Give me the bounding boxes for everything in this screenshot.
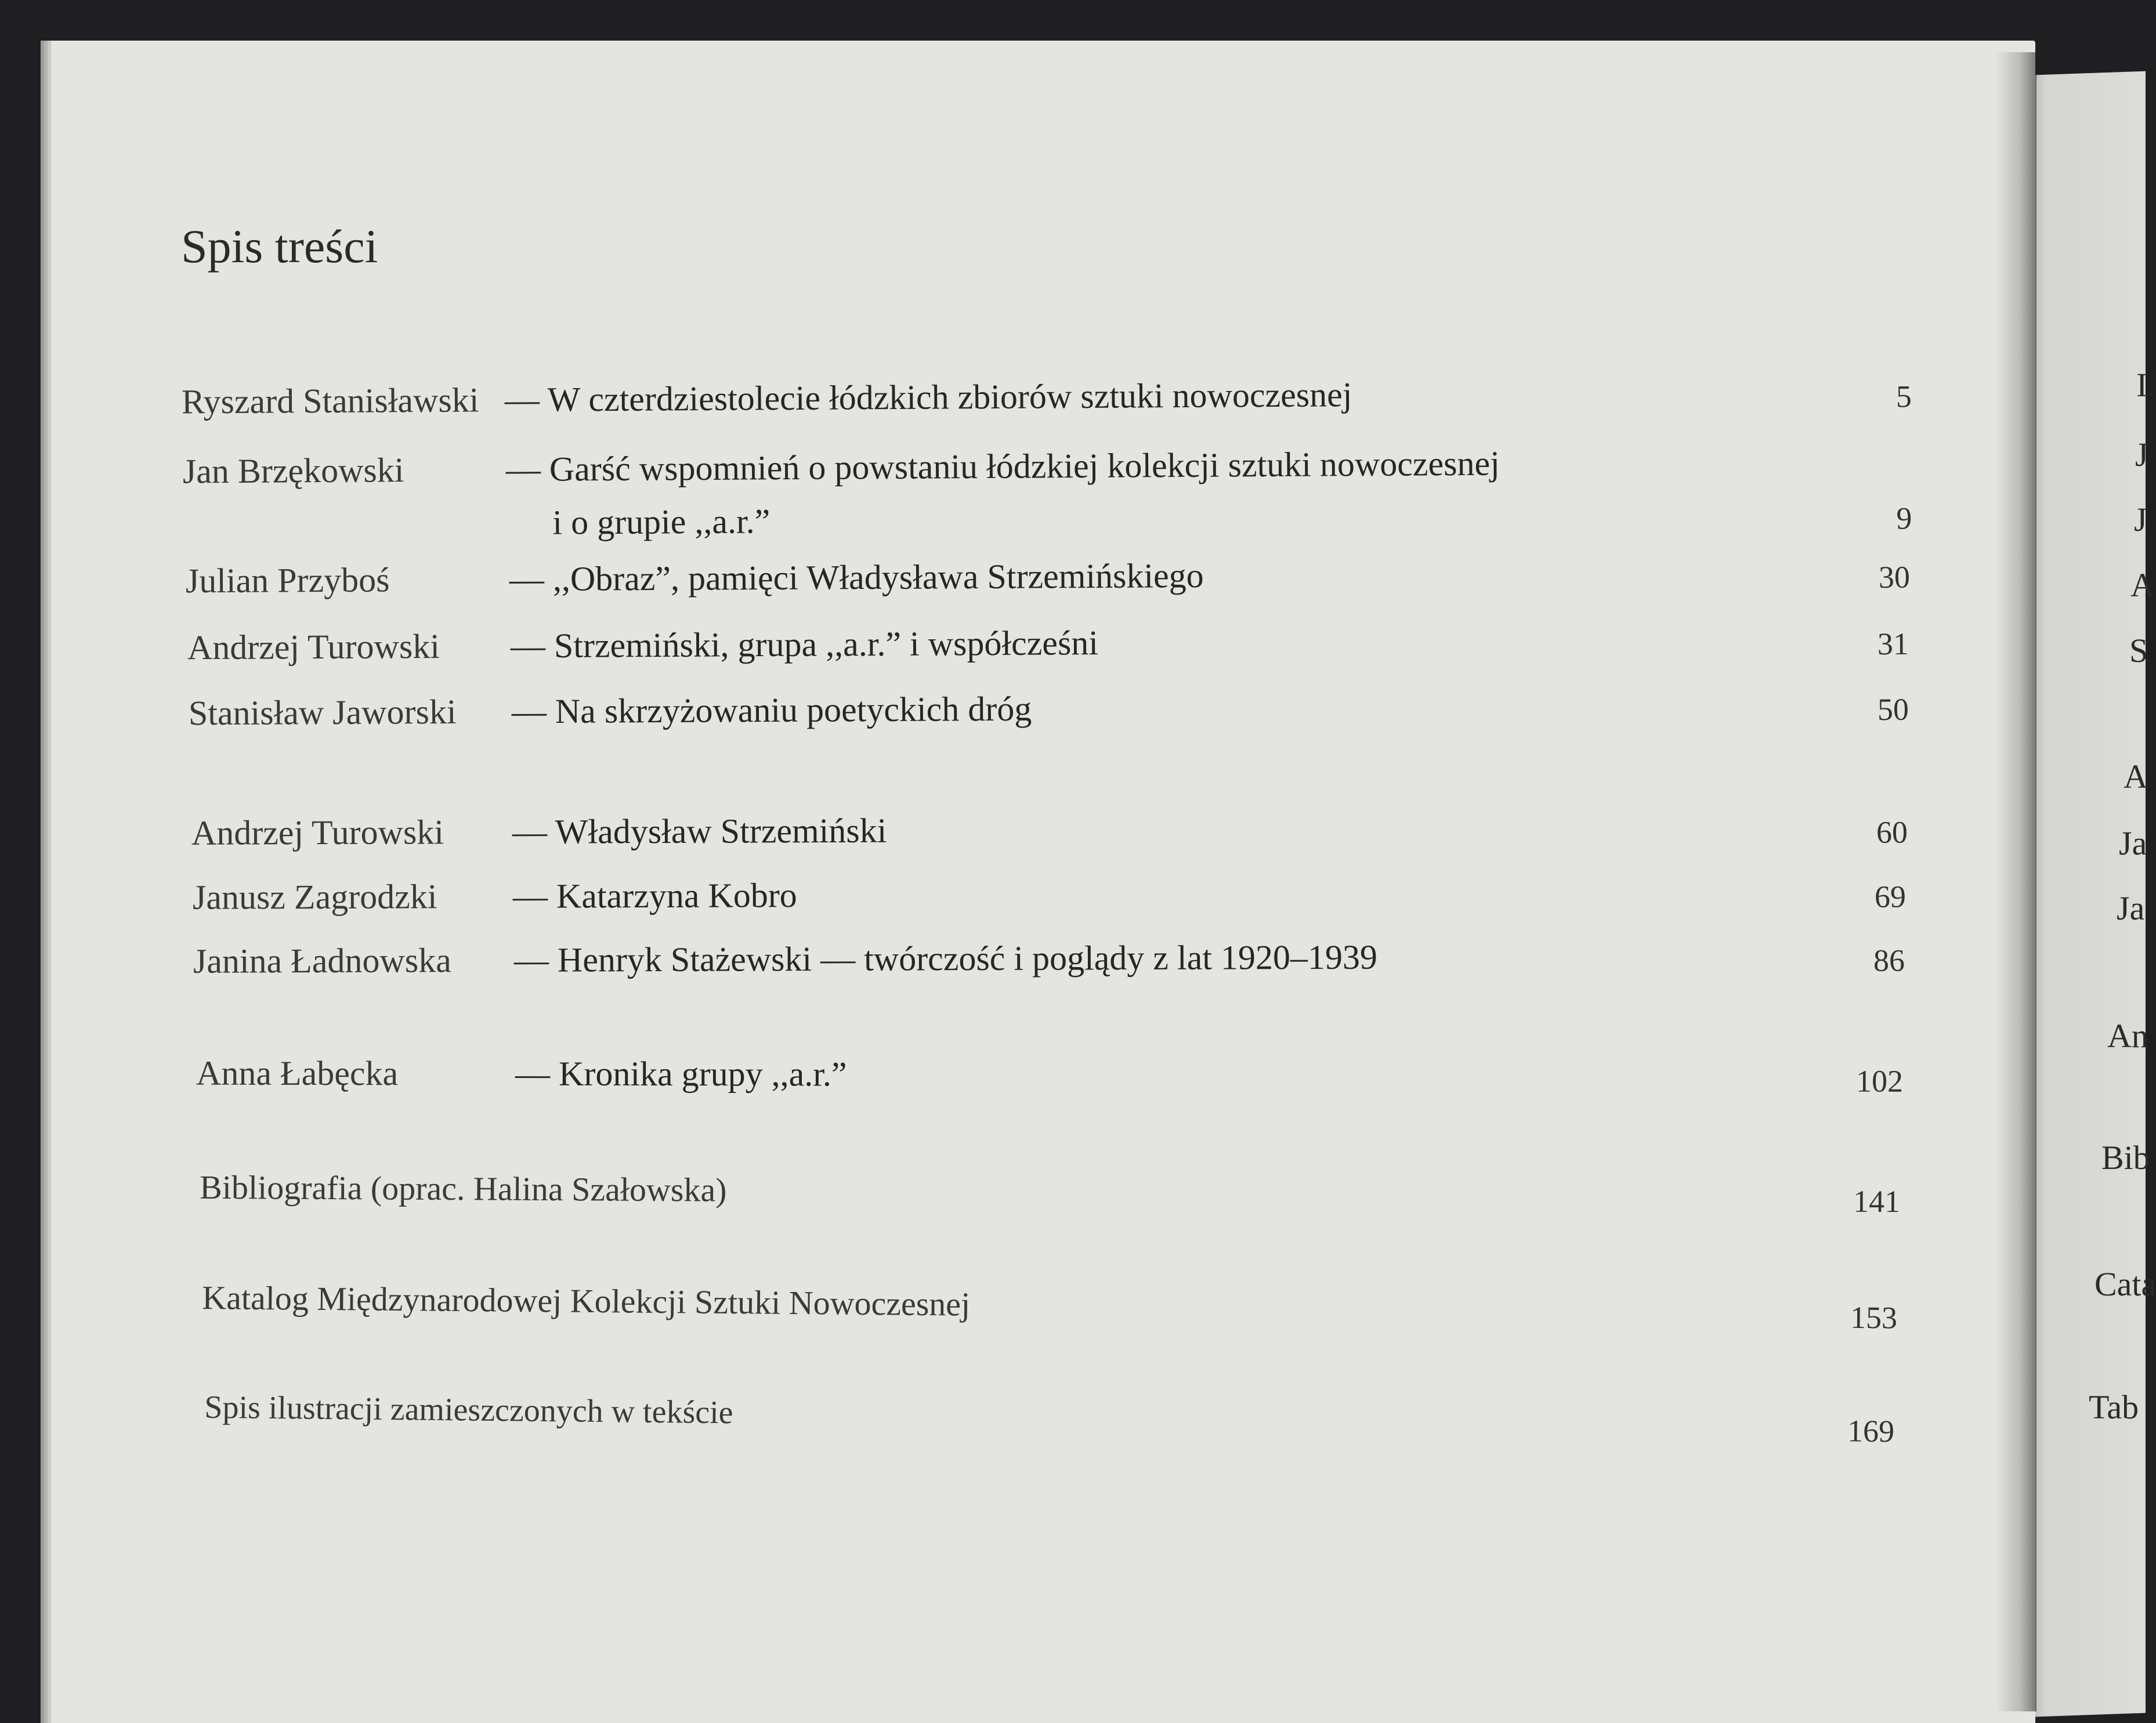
entry-page-number: 50	[1877, 692, 1909, 727]
entry-author: Julian Przyboś	[185, 560, 390, 600]
entry-title: Katalog Międzynarodowej Kolekcji Sztuki Nowoczesnej	[201, 1279, 971, 1323]
adjacent-page-text: J	[2135, 436, 2148, 473]
adjacent-page-text: Ja	[2119, 824, 2147, 862]
entry-title: — Władysław Strzemiński	[512, 811, 887, 851]
adjacent-page-text: J	[2134, 501, 2147, 538]
entry-author: Jan Brzękowski	[182, 451, 404, 491]
adjacent-page-text: I	[2136, 366, 2148, 404]
entry-page-number: 169	[1847, 1413, 1895, 1449]
entry-title: Spis ilustracji zamieszczonych w tekście	[204, 1389, 733, 1431]
entry-author: Stanisław Jaworski	[188, 692, 457, 733]
toc-entry	[0, 935, 1984, 1012]
entry-author: Ryszard Stanisławski	[181, 381, 479, 421]
entry-page-number: 9	[1896, 501, 1912, 536]
entry-title: — Kronika grupy ,,a.r.”	[515, 1054, 847, 1094]
entry-page-number: 60	[1876, 815, 1908, 850]
entry-title: Bibliografia (oprac. Halina Szałowska)	[199, 1168, 727, 1209]
entry-title: — Na skrzyżowaniu poetyckich dróg	[511, 689, 1032, 731]
toc-entry	[0, 441, 1984, 542]
adjacent-page-text: S	[2129, 632, 2148, 669]
entry-page-number: 69	[1874, 879, 1907, 914]
entry-author: Andrzej Turowski	[191, 813, 444, 852]
entry-author: Janusz Zagrodzki	[192, 877, 437, 917]
adjacent-page-text: Tab	[2089, 1388, 2139, 1426]
entry-page-number: 102	[1855, 1063, 1904, 1099]
entry-title-continuation: i o grupie ,,a.r.”	[552, 502, 770, 542]
adjacent-page-text: Ja	[2117, 889, 2145, 927]
entry-title: — W czterdziestolecie łódzkich zbiorów sztuki nowoczesnej	[504, 375, 1352, 419]
toc-entry	[0, 684, 1984, 764]
toc-entry	[0, 1053, 1984, 1126]
entry-author: Andrzej Turowski	[187, 627, 440, 667]
entry-title: — Garść wspomnień o powstaniu łódzkiej kolekcji sztuki nowoczesnej	[505, 444, 1500, 489]
entry-title: — ,,Obraz”, pamięci Władysława Strzemińskiego	[509, 556, 1204, 599]
entry-title: — Strzemiński, grupa ,,a.r.” i współcześni	[510, 624, 1099, 665]
adjacent-page-text: A	[2130, 566, 2155, 604]
entry-page-number: 153	[1850, 1300, 1898, 1335]
entry-title: — Katarzyna Kobro	[512, 876, 797, 915]
toc-heading: Spis treści	[181, 220, 378, 273]
adjacent-page-text: Cata	[2094, 1265, 2156, 1303]
entry-page-number: 31	[1877, 626, 1909, 662]
toc-entry	[0, 371, 1984, 453]
adjacent-page-text: An	[2107, 1017, 2148, 1055]
entry-page-number: 86	[1873, 943, 1905, 978]
adjacent-page-text: A	[2124, 758, 2148, 795]
entry-author: Anna Łabęcka	[196, 1054, 399, 1093]
adjacent-page-text: Bib	[2101, 1139, 2150, 1177]
entry-page-number: 5	[1895, 379, 1912, 414]
entry-page-number: 141	[1853, 1183, 1901, 1219]
toc-entry	[0, 1167, 1984, 1247]
book-gutter	[1996, 52, 2036, 1711]
entry-title: — Henryk Stażewski — twórczość i poglądy z lat 1920–1939	[513, 937, 1378, 979]
entry-page-number: 30	[1878, 559, 1911, 595]
entry-author: Janina Ładnowska	[193, 941, 451, 980]
